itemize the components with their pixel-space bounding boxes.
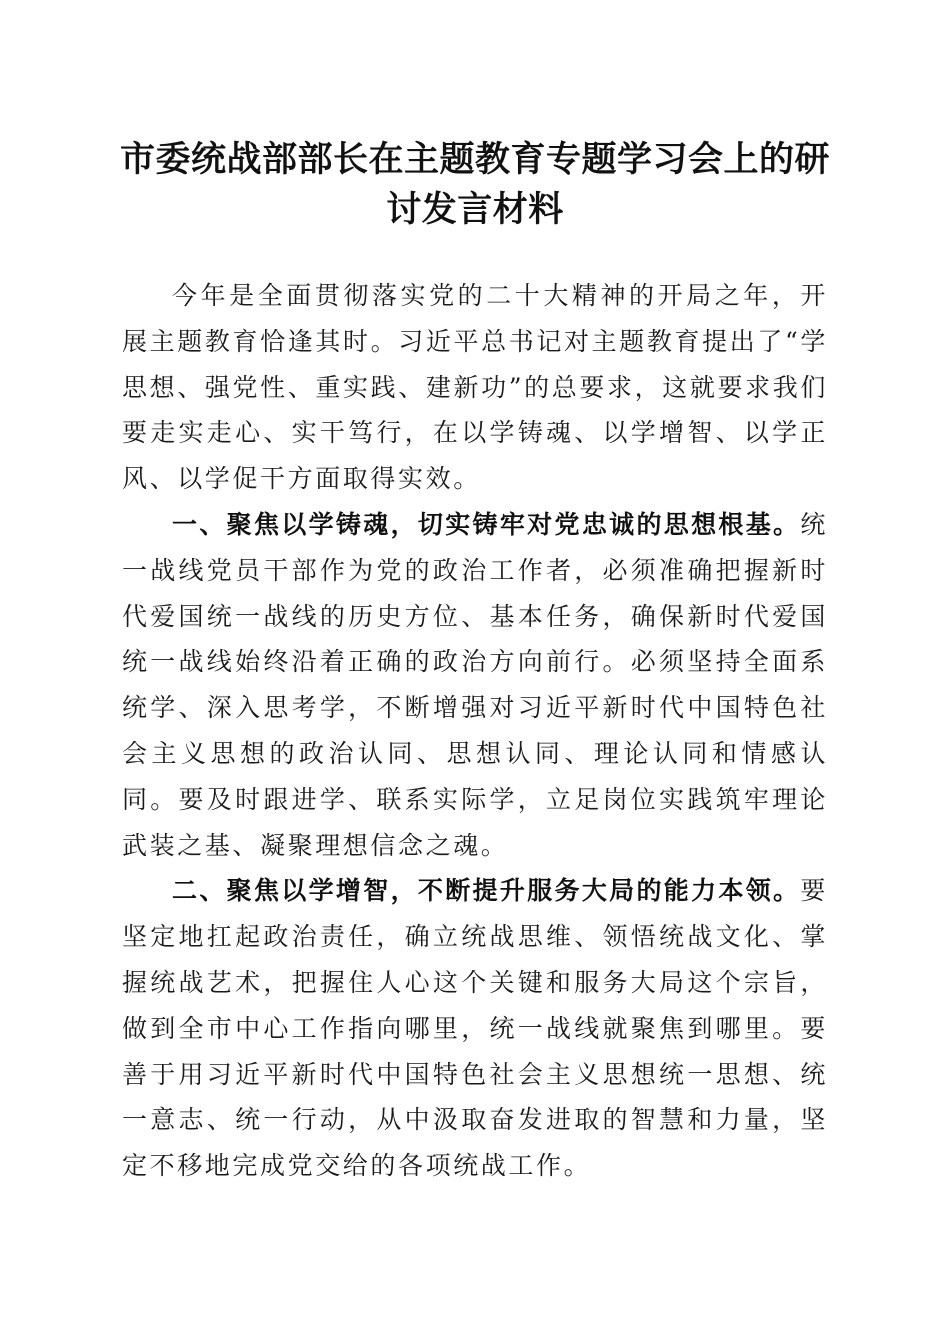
document-title: 市委统战部部长在主题教育专题学习会上的研讨发言材料 [119,139,830,230]
section-one-text: 统一战线党员干部作为党的政治工作者，必须准确把握新时代爱国统一战线的历史方位、基本任务，确保新时代爱国统一战线始终沿着正确的政治方向前行。必须坚持全面系统学、深入思考学，不断增强对习近平新时代中国特色社会主义思想的政治认同、思想认同、理论认同和情感认同。要及时跟进学、联系实际学，立足岗位实践筑牢理论武装之基、凝聚理想信念之魂。 [122,509,828,860]
intro-paragraph [122,273,828,502]
section-two-heading: 二、聚焦以学增智，不断提升服务大局的能力本领。 [172,876,801,906]
document-body [122,273,828,1189]
intro-paragraph-text: 今年是全面贯彻落实党的二十大精神的开局之年，开展主题教育恰逢其时。习近平总书记对主题教育提出了“学思想、强党性、重实践、建新功”的总要求，这就要求我们要走实走心、实干笃行，在以学铸魂、以学增智、以学正风、以学促干方面取得实效。 [122,281,828,494]
section-one-paragraph [122,502,828,868]
section-two-paragraph [122,868,828,1189]
section-one-heading: 一、聚焦以学铸魂，切实铸牢对党忠诚的思想根基。 [172,509,801,539]
section-two-text: 要坚定地扛起政治责任，确立统战思维、领悟统战文化、掌握统战艺术，把握住人心这个关键和服务大局这个宗旨，做到全市中心工作指向哪里，统一战线就聚焦到哪里。要善于用习近平新时代中国特色社会主义思想统一思想、统一意志、统一行动，从中汲取奋发进取的智慧和力量，坚定不移地完成党交给的各项统战工作。 [122,876,828,1181]
